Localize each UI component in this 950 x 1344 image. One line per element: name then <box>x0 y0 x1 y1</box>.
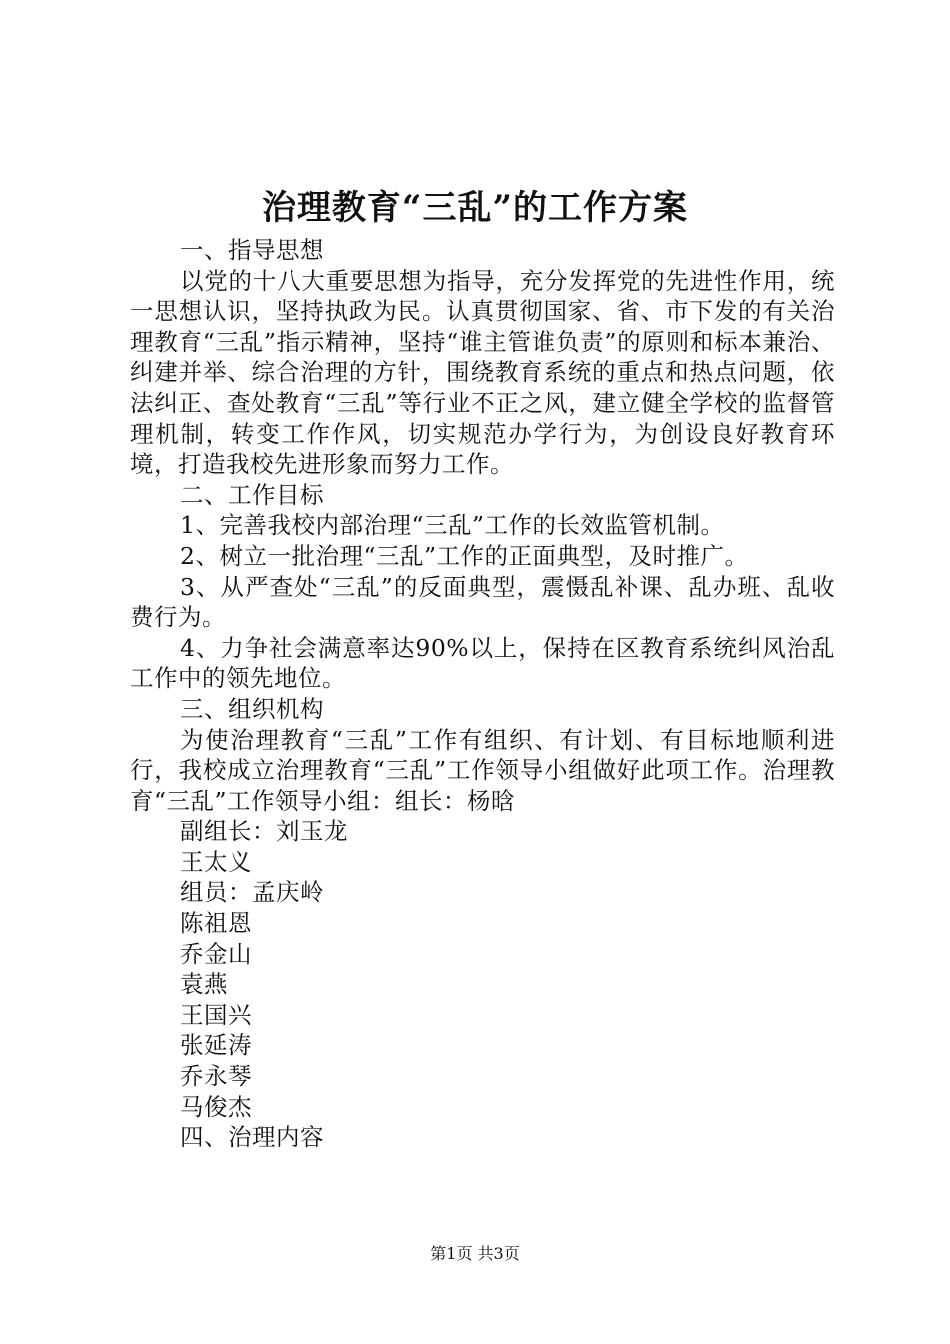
member-line: 王太义 <box>180 847 252 876</box>
member-line: 组员：孟庆岭 <box>180 878 324 907</box>
member-line: 乔永琴 <box>180 1062 252 1091</box>
document-body <box>130 235 835 1153</box>
paragraph: 为使治理教育“三乱”工作有组织、有计划、有目标地顺利进行，我校成立治理教育“三乱”工作领导小组做好此项工作。治理教育“三乱”工作领导小组：组长：杨晗 <box>130 725 835 815</box>
document-title: 治理教育“三乱”的工作方案 <box>261 188 689 228</box>
section-heading: 一、指导思想 <box>180 236 324 264</box>
member-line: 王国兴 <box>180 1000 252 1029</box>
member-line: 马俊杰 <box>180 1092 252 1121</box>
list-item: 2、树立一批治理“三乱”工作的正面典型，及时推广。 <box>180 541 749 570</box>
member-line: 袁燕 <box>180 970 228 999</box>
list-item: 1、完善我校内部治理“三乱”工作的长效监管机制。 <box>180 511 725 540</box>
section-heading: 四、治理内容 <box>180 1123 324 1152</box>
list-item: 4、力争社会满意率达90%以上，保持在区教育系统纠风治乱工作中的领先地位。 <box>130 633 835 693</box>
list-item: 3、从严查处“三乱”的反面典型，震慑乱补课、乱办班、乱收费行为。 <box>130 572 835 632</box>
page-footer: 第1页 共3页 <box>430 1244 520 1263</box>
member-line: 张延涛 <box>180 1031 252 1060</box>
member-line: 乔金山 <box>180 939 252 968</box>
section-heading: 二、工作目标 <box>180 480 324 509</box>
paragraph: 以党的十八大重要思想为指导，充分发挥党的先进性作用，统一思想认识，坚持执政为民。认真贯彻国家、省、市下发的有关治理教育“三乱”指示精神，坚持“谁主管谁负责”的原则和标本兼治、纠建并举、综合治理的方针，围绕教育系统的重点和热点问题，依法纠正、查处教育“三乱”等行业不正之风，建立健全学校的监督管理机制，转变工作作风，切实规范办学行为，为创设良好教育环境，打造我校先进形象而努力工作。 <box>130 266 835 479</box>
section-heading: 三、组织机构 <box>180 694 324 723</box>
member-line: 副组长：刘玉龙 <box>180 817 348 846</box>
member-line: 陈祖恩 <box>180 909 252 938</box>
